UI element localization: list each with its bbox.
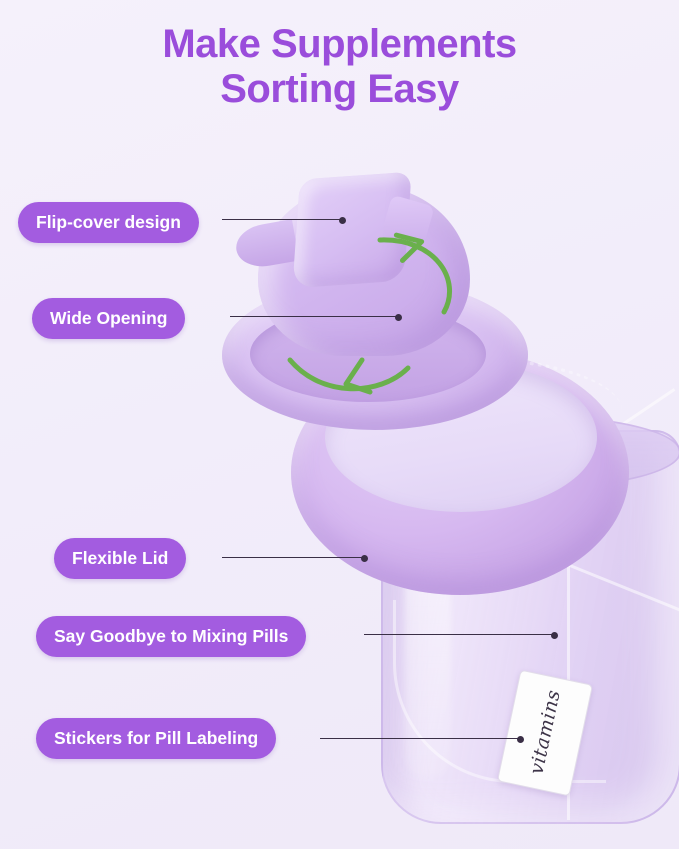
- leader-line-flip-cover: [222, 219, 342, 220]
- callout-stickers-for-pill-labeling: [36, 718, 276, 759]
- callout-label: Flexible Lid: [72, 548, 169, 568]
- leader-line-mixing-pills: [364, 634, 554, 635]
- callout-flexible-lid: [54, 538, 186, 579]
- callout-label: Stickers for Pill Labeling: [54, 728, 259, 748]
- callout-label: Say Goodbye to Mixing Pills: [54, 626, 289, 646]
- sticker-label: vitamins: [525, 687, 565, 777]
- headline-line-2: Sorting Easy: [220, 66, 459, 111]
- leader-line-stickers: [320, 738, 520, 739]
- headline-line-1: Make Supplements: [162, 22, 517, 66]
- leader-line-wide-opening: [230, 316, 398, 317]
- leader-line-flexible-lid: [222, 557, 364, 558]
- rotation-arrows-icon: [230, 160, 500, 430]
- callout-label: Flip-cover design: [36, 212, 181, 232]
- callout-flip-cover-design: [18, 202, 199, 243]
- callout-say-goodbye-to-mixing-pills: [36, 616, 306, 657]
- callout-label: Wide Opening: [50, 308, 168, 328]
- callout-wide-opening: [32, 298, 185, 339]
